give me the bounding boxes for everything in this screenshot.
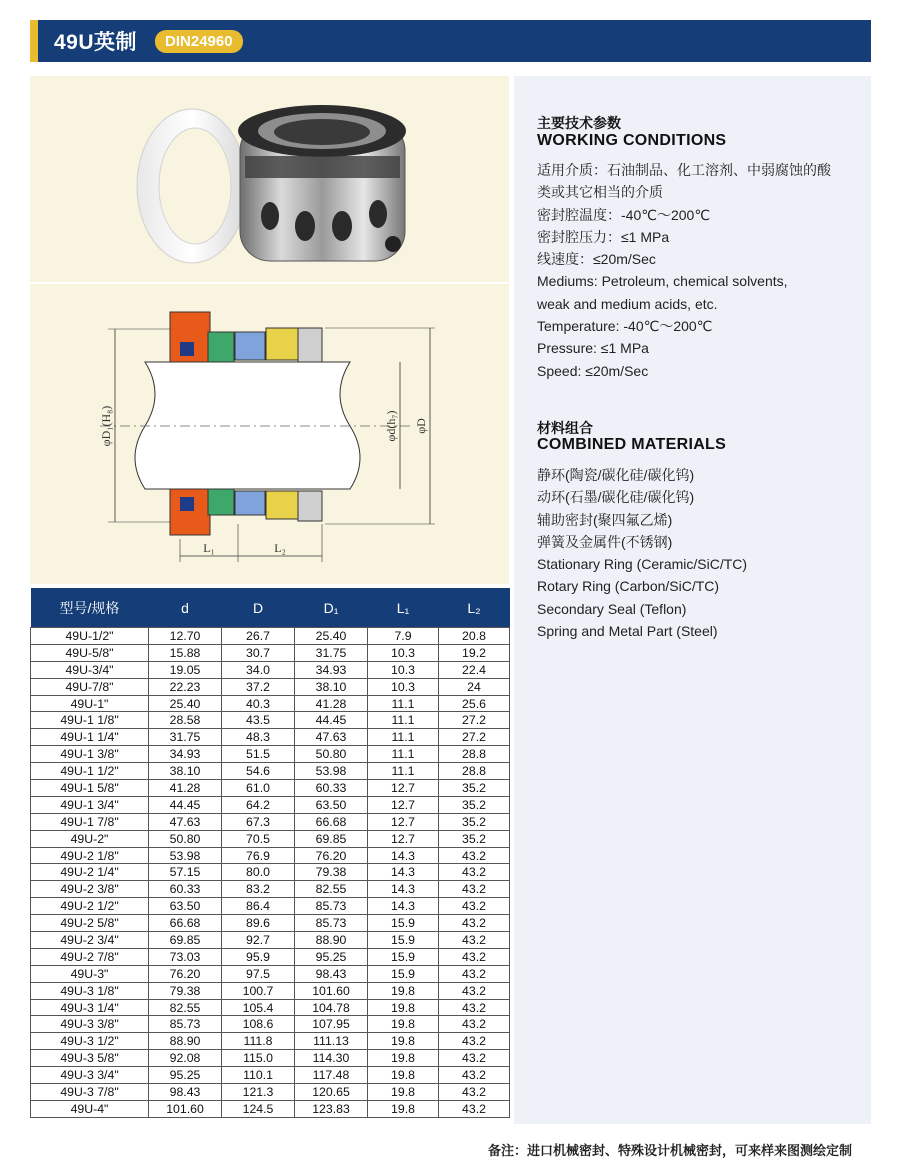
table-row <box>31 644 510 661</box>
table-header-row <box>31 588 510 628</box>
table-row <box>31 830 510 847</box>
cell-d1: 79.38 <box>295 864 368 881</box>
material-line: 弹簧及金属件(不锈钢) <box>537 533 673 550</box>
cell-l2: 43.2 <box>439 1016 510 1033</box>
cell-model: 49U-3 1/4" <box>31 999 149 1016</box>
dim-label-l1: L₁ <box>203 541 215 555</box>
cell-d1: 85.73 <box>295 898 368 915</box>
cell-l2: 43.2 <box>439 1067 510 1084</box>
cell-l2: 43.2 <box>439 1100 510 1117</box>
cell-d: 76.20 <box>149 965 222 982</box>
cell-l1: 15.9 <box>368 948 439 965</box>
working-title-cn: 主要技术参数 <box>537 115 621 131</box>
cell-outer-d: 80.0 <box>222 864 295 881</box>
cell-model: 49U-3 5/8" <box>31 1050 149 1067</box>
table-row <box>31 695 510 712</box>
seal-assembly-photo <box>238 105 406 261</box>
table-row <box>31 661 510 678</box>
cell-l1: 19.8 <box>368 1016 439 1033</box>
working-line: 密封腔温度：-40℃～200℃ <box>537 206 711 223</box>
cell-l2: 27.2 <box>439 729 510 746</box>
dim-label-d1: φD₁(H₈) <box>99 405 113 447</box>
cell-d: 34.93 <box>149 746 222 763</box>
cell-l2: 43.2 <box>439 847 510 864</box>
cell-l2: 43.2 <box>439 915 510 932</box>
cell-outer-d: 121.3 <box>222 1084 295 1101</box>
standard-badge: DIN24960 <box>155 30 243 53</box>
working-line: Mediums: Petroleum, chemical solvents, <box>537 273 788 290</box>
header-l1: L₁ <box>368 588 439 628</box>
material-line: Stationary Ring (Ceramic/SiC/TC) <box>537 556 748 573</box>
footnote: 备注：进口机械密封、特殊设计机械密封，可来样来图测绘定制 <box>487 1143 852 1158</box>
cell-d1: 47.63 <box>295 729 368 746</box>
cell-l2: 43.2 <box>439 864 510 881</box>
cell-d: 53.98 <box>149 847 222 864</box>
cell-l1: 7.9 <box>368 628 439 645</box>
table-row <box>31 729 510 746</box>
cell-outer-d: 105.4 <box>222 999 295 1016</box>
cell-outer-d: 54.6 <box>222 763 295 780</box>
cell-model: 49U-1 5/8" <box>31 780 149 797</box>
table-row <box>31 1050 510 1067</box>
cell-d: 38.10 <box>149 763 222 780</box>
cell-l1: 12.7 <box>368 830 439 847</box>
table-row <box>31 678 510 695</box>
cell-l1: 15.9 <box>368 965 439 982</box>
cell-outer-d: 51.5 <box>222 746 295 763</box>
material-line: 辅助密封(聚四氟乙烯) <box>537 511 673 528</box>
cell-outer-d: 111.8 <box>222 1033 295 1050</box>
cross-section-diagram <box>30 284 509 584</box>
table-row <box>31 813 510 830</box>
table-row <box>31 628 510 645</box>
cell-d1: 120.65 <box>295 1084 368 1101</box>
cell-model: 49U-2 1/2" <box>31 898 149 915</box>
material-line: 静环(陶瓷/碳化硅/碳化钨) <box>537 467 695 483</box>
cell-model: 49U-2 3/4" <box>31 932 149 949</box>
cell-model: 49U-1 1/8" <box>31 712 149 729</box>
materials-title-en: COMBINED MATERIALS <box>537 436 727 453</box>
cell-l1: 19.8 <box>368 1084 439 1101</box>
table-row <box>31 898 510 915</box>
cell-d: 95.25 <box>149 1067 222 1084</box>
cell-model: 49U-1 3/8" <box>31 746 149 763</box>
cell-outer-d: 61.0 <box>222 780 295 797</box>
cell-model: 49U-2 7/8" <box>31 948 149 965</box>
cell-l1: 14.3 <box>368 847 439 864</box>
table-row <box>31 1084 510 1101</box>
cell-d1: 82.55 <box>295 881 368 898</box>
cell-outer-d: 124.5 <box>222 1100 295 1117</box>
cell-outer-d: 34.0 <box>222 661 295 678</box>
cell-d: 25.40 <box>149 695 222 712</box>
cell-l1: 14.3 <box>368 864 439 881</box>
cell-outer-d: 70.5 <box>222 830 295 847</box>
cell-model: 49U-3 1/8" <box>31 982 149 999</box>
table-row <box>31 1067 510 1084</box>
cell-model: 49U-3" <box>31 965 149 982</box>
cell-d: 88.90 <box>149 1033 222 1050</box>
table-row <box>31 1033 510 1050</box>
page-title: 49U英制 <box>54 31 138 54</box>
cell-l1: 19.8 <box>368 999 439 1016</box>
cell-d: 31.75 <box>149 729 222 746</box>
working-line: weak and medium acids, etc. <box>537 295 718 312</box>
cell-d: 82.55 <box>149 999 222 1016</box>
cell-l2: 43.2 <box>439 1084 510 1101</box>
cell-l2: 28.8 <box>439 746 510 763</box>
table-row <box>31 864 510 881</box>
cell-model: 49U-3 3/4" <box>31 1067 149 1084</box>
cell-d1: 41.28 <box>295 695 368 712</box>
cell-d: 60.33 <box>149 881 222 898</box>
cell-l2: 27.2 <box>439 712 510 729</box>
cell-l2: 43.2 <box>439 999 510 1016</box>
cell-d: 85.73 <box>149 1016 222 1033</box>
cell-outer-d: 40.3 <box>222 695 295 712</box>
cell-d1: 88.90 <box>295 932 368 949</box>
dim-label-l2: L₂ <box>274 541 286 555</box>
header-outer-d: D <box>222 588 295 628</box>
cell-l2: 43.2 <box>439 948 510 965</box>
cell-model: 49U-3 7/8" <box>31 1084 149 1101</box>
cell-d1: 25.40 <box>295 628 368 645</box>
table-row <box>31 965 510 982</box>
cell-d: 22.23 <box>149 678 222 695</box>
page-header <box>30 20 871 62</box>
cell-d1: 53.98 <box>295 763 368 780</box>
cell-d1: 117.48 <box>295 1067 368 1084</box>
cell-model: 49U-4" <box>31 1100 149 1117</box>
table-row <box>31 932 510 949</box>
cell-l1: 10.3 <box>368 644 439 661</box>
cell-d1: 60.33 <box>295 780 368 797</box>
cell-d1: 104.78 <box>295 999 368 1016</box>
cell-outer-d: 48.3 <box>222 729 295 746</box>
cross-section-diagram-panel <box>30 284 509 584</box>
cell-d1: 63.50 <box>295 796 368 813</box>
working-conditions-list <box>537 159 862 382</box>
cell-l2: 35.2 <box>439 780 510 797</box>
cell-d1: 111.13 <box>295 1033 368 1050</box>
cell-l1: 10.3 <box>368 661 439 678</box>
cell-model: 49U-1 3/4" <box>31 796 149 813</box>
table-row <box>31 999 510 1016</box>
cell-d1: 31.75 <box>295 644 368 661</box>
table-row <box>31 780 510 797</box>
cell-d: 50.80 <box>149 830 222 847</box>
working-line: 适用介质：石油制品、化工溶剂、中弱腐蚀的酸 <box>537 162 831 178</box>
cell-outer-d: 67.3 <box>222 813 295 830</box>
cell-d1: 76.20 <box>295 847 368 864</box>
cell-l2: 43.2 <box>439 932 510 949</box>
cell-l2: 43.2 <box>439 898 510 915</box>
cell-d: 101.60 <box>149 1100 222 1117</box>
header-d: d <box>149 588 222 628</box>
cell-model: 49U-3 3/8" <box>31 1016 149 1033</box>
cell-d: 98.43 <box>149 1084 222 1101</box>
cell-l2: 35.2 <box>439 796 510 813</box>
cell-l1: 19.8 <box>368 1100 439 1117</box>
table-row <box>31 712 510 729</box>
cell-d: 47.63 <box>149 813 222 830</box>
cell-l1: 19.8 <box>368 1067 439 1084</box>
cell-l1: 15.9 <box>368 915 439 932</box>
cell-outer-d: 89.6 <box>222 915 295 932</box>
cell-outer-d: 92.7 <box>222 932 295 949</box>
cell-d1: 98.43 <box>295 965 368 982</box>
header-model: 型号/规格 <box>31 588 149 628</box>
dim-label-d: φd(h₇) <box>384 410 398 442</box>
cell-d1: 38.10 <box>295 678 368 695</box>
cell-l2: 19.2 <box>439 644 510 661</box>
table-row <box>31 881 510 898</box>
cell-l1: 14.3 <box>368 898 439 915</box>
cell-l1: 11.1 <box>368 695 439 712</box>
cell-d1: 95.25 <box>295 948 368 965</box>
product-photo-panel <box>30 76 509 282</box>
table-row <box>31 915 510 932</box>
cell-model: 49U-7/8" <box>31 678 149 695</box>
cell-d: 69.85 <box>149 932 222 949</box>
cell-l1: 10.3 <box>368 678 439 695</box>
cell-l1: 11.1 <box>368 712 439 729</box>
cell-outer-d: 43.5 <box>222 712 295 729</box>
cell-model: 49U-1 1/2" <box>31 763 149 780</box>
cell-outer-d: 115.0 <box>222 1050 295 1067</box>
cell-d: 73.03 <box>149 948 222 965</box>
cell-model: 49U-1 1/4" <box>31 729 149 746</box>
table-row <box>31 948 510 965</box>
cell-l1: 11.1 <box>368 729 439 746</box>
cell-outer-d: 95.9 <box>222 948 295 965</box>
product-photo <box>30 76 509 282</box>
cell-d: 92.08 <box>149 1050 222 1067</box>
cell-l1: 11.1 <box>368 746 439 763</box>
cell-outer-d: 97.5 <box>222 965 295 982</box>
cell-model: 49U-3 1/2" <box>31 1033 149 1050</box>
cell-d1: 114.30 <box>295 1050 368 1067</box>
cell-d: 66.68 <box>149 915 222 932</box>
table-row <box>31 796 510 813</box>
cell-l2: 43.2 <box>439 1050 510 1067</box>
cell-d: 28.58 <box>149 712 222 729</box>
header-l2: L₂ <box>439 588 510 628</box>
cell-d: 19.05 <box>149 661 222 678</box>
cell-outer-d: 30.7 <box>222 644 295 661</box>
working-line: 线速度：≤20m/Sec <box>537 251 656 268</box>
working-line: Temperature: -40℃～200℃ <box>537 318 713 335</box>
cell-d: 12.70 <box>149 628 222 645</box>
table-row <box>31 982 510 999</box>
cell-outer-d: 110.1 <box>222 1067 295 1084</box>
cell-l1: 12.7 <box>368 813 439 830</box>
header-d1: D₁ <box>295 588 368 628</box>
spec-table <box>30 588 510 1118</box>
cell-d1: 85.73 <box>295 915 368 932</box>
cell-model: 49U-2 5/8" <box>31 915 149 932</box>
cell-l2: 24 <box>439 678 510 695</box>
cell-outer-d: 64.2 <box>222 796 295 813</box>
working-line: 密封腔压力：≤1 MPa <box>537 228 670 245</box>
working-line: Speed: ≤20m/Sec <box>537 362 649 379</box>
cell-model: 49U-2 3/8" <box>31 881 149 898</box>
cell-d1: 44.45 <box>295 712 368 729</box>
table-row <box>31 746 510 763</box>
cell-l1: 19.8 <box>368 982 439 999</box>
materials-list <box>537 464 862 642</box>
cell-l1: 11.1 <box>368 763 439 780</box>
cell-l2: 35.2 <box>439 813 510 830</box>
cell-outer-d: 76.9 <box>222 847 295 864</box>
cell-d1: 34.93 <box>295 661 368 678</box>
cell-model: 49U-2 1/4" <box>31 864 149 881</box>
cell-l2: 28.8 <box>439 763 510 780</box>
cell-d: 57.15 <box>149 864 222 881</box>
cell-d: 41.28 <box>149 780 222 797</box>
cell-l2: 25.6 <box>439 695 510 712</box>
cell-d: 44.45 <box>149 796 222 813</box>
cell-outer-d: 37.2 <box>222 678 295 695</box>
material-line: Spring and Metal Part (Steel) <box>537 623 718 640</box>
cell-l2: 20.8 <box>439 628 510 645</box>
cell-model: 49U-3/4" <box>31 661 149 678</box>
table-row <box>31 763 510 780</box>
cell-model: 49U-1 7/8" <box>31 813 149 830</box>
cell-l1: 12.7 <box>368 780 439 797</box>
cell-l2: 43.2 <box>439 965 510 982</box>
cell-l2: 43.2 <box>439 1033 510 1050</box>
table-row <box>31 1100 510 1117</box>
cell-l2: 43.2 <box>439 881 510 898</box>
cell-l1: 19.8 <box>368 1033 439 1050</box>
cell-outer-d: 86.4 <box>222 898 295 915</box>
header-accent-bar <box>30 20 38 62</box>
cell-d1: 50.80 <box>295 746 368 763</box>
cell-d1: 107.95 <box>295 1016 368 1033</box>
cell-model: 49U-2 1/8" <box>31 847 149 864</box>
working-line: 类或其它相当的介质 <box>537 184 663 201</box>
cell-l1: 15.9 <box>368 932 439 949</box>
cell-model: 49U-5/8" <box>31 644 149 661</box>
cell-d: 79.38 <box>149 982 222 999</box>
cell-l2: 22.4 <box>439 661 510 678</box>
cell-l1: 12.7 <box>368 796 439 813</box>
cell-l1: 19.8 <box>368 1050 439 1067</box>
working-line: Pressure: ≤1 MPa <box>537 340 649 357</box>
dim-label-outer-d: φD <box>414 418 428 434</box>
cell-d1: 69.85 <box>295 830 368 847</box>
cell-l1: 14.3 <box>368 881 439 898</box>
cell-d: 15.88 <box>149 644 222 661</box>
cell-model: 49U-2" <box>31 830 149 847</box>
materials-title-cn: 材料组合 <box>537 420 593 436</box>
stationary-ring-photo <box>137 109 247 263</box>
cell-l2: 43.2 <box>439 982 510 999</box>
working-title-en: WORKING CONDITIONS <box>537 132 727 149</box>
cell-l2: 35.2 <box>439 830 510 847</box>
table-row <box>31 1016 510 1033</box>
cell-outer-d: 108.6 <box>222 1016 295 1033</box>
material-line: Rotary Ring (Carbon/SiC/TC) <box>537 578 720 595</box>
cell-d1: 123.83 <box>295 1100 368 1117</box>
cell-d: 63.50 <box>149 898 222 915</box>
material-line: Secondary Seal (Teflon) <box>537 600 687 617</box>
cell-outer-d: 83.2 <box>222 881 295 898</box>
cell-d1: 101.60 <box>295 982 368 999</box>
cell-model: 49U-1" <box>31 695 149 712</box>
cell-outer-d: 26.7 <box>222 628 295 645</box>
cell-model: 49U-1/2" <box>31 628 149 645</box>
table-row <box>31 847 510 864</box>
material-line: 动环(石墨/碳化硅/碳化钨) <box>537 489 695 506</box>
cell-outer-d: 100.7 <box>222 982 295 999</box>
cell-d1: 66.68 <box>295 813 368 830</box>
